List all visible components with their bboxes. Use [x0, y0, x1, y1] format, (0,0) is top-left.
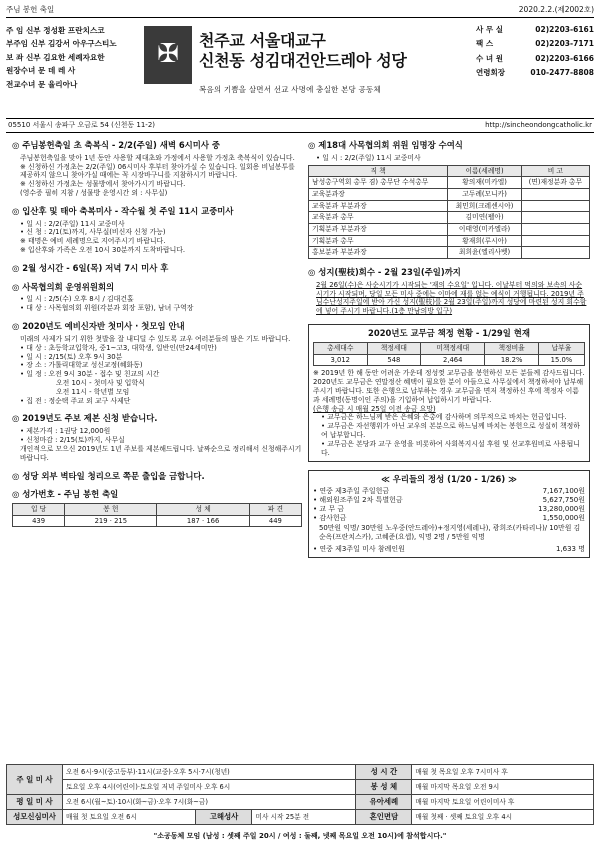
box-title: ≪ 우리들의 정성 (1/20 - 1/26) ≫ [381, 473, 517, 484]
table-header: 책정비율 [485, 342, 539, 354]
table-row [7, 810, 594, 825]
table-cell: 18.2% [485, 354, 539, 366]
notice-body: 미래의 사제가 되기 위한 첫발을 잘 내디딜 수 있도록 교우 여러분들의 많은 기도 바랍니다. [20, 334, 291, 343]
notice-title: ◎ 입산후 및 태아 축복미사 - 작수월 첫 주일 11시 교중미사 [12, 205, 234, 216]
schedule-value: 오전 6시·9시(중고등부)·11시(교중)·오후 5시·7시(청년) [63, 765, 356, 780]
table-cell: 기획분과 부분과장 [309, 224, 448, 236]
notice-item: • 대 상 : 초등학교입학자, 중1~고3, 대학생, 일반인(만24세미만) [20, 343, 217, 352]
table-row [309, 177, 590, 189]
hymn-value: 439 [13, 515, 65, 527]
table-cell: 황재희(루시아) [448, 235, 521, 247]
notice-item: ※ 입산후와 가족은 오전 10시 30분까지 도착바랍니다. [20, 246, 186, 255]
schedule-label: 유아세례 [356, 795, 412, 810]
table-cell [521, 224, 589, 236]
divider [6, 17, 594, 18]
notice-item: ※ 태명은 예비 세례명으로 지어주시기 바랍니다. [20, 237, 166, 246]
clergy-list [6, 21, 140, 117]
tithe-table [313, 342, 585, 366]
diocese-title: 천주교 서울대교구 [199, 31, 326, 50]
schedule-label: 성 시 간 [356, 765, 412, 780]
table-cell: 3,012 [314, 354, 368, 366]
contact-value: 02)2203-7171 [535, 39, 594, 49]
schedule-value: 매월 마지막 목요일 오전 9시 [412, 780, 594, 795]
table-cell: 2,464 [421, 354, 485, 366]
table-cell: 최희윤(엘리사벳) [448, 247, 521, 259]
notice-item: • 교무금은 자선행위가 아닌 교우의 본분으로 하느님께 바치는 봉헌으로 성실히 책정하여 납부합니다. [321, 422, 580, 440]
feast-name: 주님 봉헌 축일 [6, 5, 55, 14]
notice-item: (영수증 필히 지참 / 성물방 운영시간 외 : 사무실) [20, 189, 168, 198]
hymn-header: 입 당 [13, 504, 65, 516]
contact-row [476, 66, 594, 80]
table-cell [521, 188, 589, 200]
notice-item: ※ 신청하신 가정초는 성물방에서 찾아가시기 바랍니다. [20, 180, 186, 189]
schedule-label: 성모신심미사 [7, 810, 63, 825]
schedule-label: 혼인면담 [356, 810, 412, 825]
table-cell: 15.0% [538, 354, 584, 366]
masthead-strip [6, 5, 594, 16]
table-cell: 최민희(크레센시아) [448, 200, 521, 212]
notice-item: • 교무금은 본당과 교구 운영을 비롯하여 사회복지시설 후원 및 선교후원비로 사용됩니다. [321, 439, 580, 457]
offering-row [313, 496, 585, 505]
table-row [7, 765, 594, 780]
offering-row [313, 505, 585, 514]
schedule-value: 매월 첫 목요일 오후 7시미사 후 [412, 765, 594, 780]
notice-item: • 신청마감 : 2/15(토)까지, 사무실 [20, 436, 125, 445]
hymn-value: 187 · 166 [157, 515, 249, 527]
schedule-value: 오전 6시(월~토)·10시(화~금)·오후 7시(화~금) [63, 795, 356, 810]
table-row [309, 200, 590, 212]
notice-title: ◎ 성가번호 - 주님 봉헌 축일 [12, 489, 119, 500]
notice-holy-hour [12, 263, 302, 274]
contact-row [476, 52, 594, 66]
offering-row [313, 545, 585, 554]
notice-palm-return [308, 267, 590, 316]
offering-amount: 5,627,750원 [542, 496, 585, 505]
website-link[interactable]: http://sincheondongcatholic.kr [485, 121, 592, 130]
notice-item: • 일 정 : 오전 9시 30분 - 접수 및 친교의 시간 [20, 370, 160, 379]
contact-label: 사 무 실 [476, 25, 503, 34]
table-cell: 홍보분과 부분과장 [309, 247, 448, 259]
contact-row [476, 23, 594, 37]
offering-label: • 감사헌금 [313, 514, 347, 523]
appointment-table [308, 165, 590, 260]
notice-item: • 대 상 : 사목협의회 위원(각분과 회장 포함), 남녀 구역장 [20, 304, 194, 313]
clergy-item: 주 임 신부 정성환 프란치스코 [6, 26, 105, 35]
schedule-value: 매월 마지막 토요일 어린이미사 후 [412, 795, 594, 810]
schedule-table [6, 764, 594, 825]
notice-title: ◎ 2019년도 주보 제본 신청 받습니다. [12, 413, 158, 424]
table-cell: (면)재정분과 총무 [521, 177, 589, 189]
notice-title: ◎ 주님봉헌축일 초 축복식 - 2/2(주일) 새벽 6시미사 중 [12, 140, 220, 150]
table-cell [521, 200, 589, 212]
table-cell: 남성총구역회 총무 겸) 총무단 수석총무 [309, 177, 448, 189]
hymn-table [12, 503, 302, 527]
offering-label: • 해외원조주일 2차 특별헌금 [313, 496, 403, 505]
contact-label: 연령회장 [476, 68, 505, 78]
notice-title: ◎ 2020년도 예비신자반 첫미사 · 첫모임 안내 [12, 321, 185, 332]
table-row [309, 212, 590, 224]
council-appointment [308, 140, 590, 259]
notice-title: ◎ 성지(聖枝)회수 - 2월 23일(주일)까지 [308, 267, 461, 278]
postal-address: 05510 서울시 송파구 오금로 54 (신천동 11-2) [8, 121, 156, 130]
table-header: 책정세대 [367, 342, 421, 354]
contact-label: 팩 스 [476, 39, 494, 49]
contact-label: 수 녀 원 [476, 53, 503, 63]
notice-infant-blessing [12, 206, 302, 255]
offerings-box [308, 470, 590, 558]
contact-list [476, 21, 594, 117]
table-cell [521, 212, 589, 224]
notice-title: ◎ 2월 성시간 - 6일(목) 저녁 7시 미사 후 [12, 262, 169, 273]
notice-item: • 일 시 : 2/2(주일) 11시 교중미사 [20, 219, 125, 228]
hymn-header: 성 체 [157, 504, 249, 516]
contact-value: 010-2477-8808 [530, 68, 594, 78]
notice-body: 2월 26일(수)은 사순시기가 시작되는 '재의 수요일' 입니다. 이날부터 먹의와 보속의 사순 시기가 시작되며, 당일 모든 미사 중에는 이마에 재를 얹는 예식이 거행됩니다. 2019년 주님수난성지주일에 받아 가신 성지(聖枝)를 2월 23일(주일)까지 성당에 마련된 성지 회수함에 넣어 주시기 바랍니다.(1층 만남의방 입구) [316, 280, 587, 316]
notice-body: ※ 2019년 한 해 동안 어려운 가운데 정성껏 교무금을 봉헌하신 모든 분들께 감사드립니다. 2020년도 교무금은 연말정산 혜택이 필요한 분이 아들으로 사무실에서 책정하셔야 납부해 주시기 바랍니다. 또한 은행으로 납부하는 경우 교무금을 면저 책정하신 후에 책정자 이름과 세례명(동명이인 주의)을 기입하여 납입하시기 바랍니다. [313, 369, 585, 404]
table-row [309, 247, 590, 259]
offering-label: • 교 무 금 [313, 505, 345, 514]
table-header: 미책정세대 [421, 342, 485, 354]
hymn-header: 봉 헌 [65, 504, 157, 516]
notice-item: 오전 10시 - 첫미사 및 입학식 [56, 379, 145, 387]
table-cell: 김미연(펠아) [448, 212, 521, 224]
table-header: 이름(세례명) [448, 165, 521, 177]
parish-motto: 복음의 기쁨을 살면서 선교 사명에 충실한 본당 공동체 [199, 85, 381, 94]
notice-council-meeting [12, 282, 302, 313]
tithe-status-box [308, 324, 590, 461]
table-row [309, 188, 590, 200]
schedule-value: 토요일 오후 4시(어린이)·토요일 저녁 주일미사 오후 6시 [63, 780, 356, 795]
clergy-item: 보 좌 신부 김요한 세례자요한 [6, 52, 105, 62]
table-cell: 이태영(미카엘라) [448, 224, 521, 236]
offering-row [313, 514, 585, 523]
notice-seminary-mass [12, 321, 302, 405]
mass-schedule [6, 764, 594, 825]
notice-item: • 집 전 : 정순택 주교 외 교구 사제단 [20, 396, 131, 405]
table-cell: 교육분과 부분과장 [309, 200, 448, 212]
table-cell [521, 235, 589, 247]
notice-item: • 일 시 : 2/5(수) 오후 8시 / 김대건홀 [20, 295, 134, 304]
hymn-numbers [12, 489, 302, 527]
hymn-value: 219 · 215 [65, 515, 157, 527]
contact-row [476, 37, 594, 51]
contact-value: 02)2203-6161 [535, 25, 594, 34]
notice-body: 개인적으로 모으신 2019년도 1년 주보를 제본해드립니다. 날짜순으로 정리해서 신청해주시기 바랍니다. [20, 444, 302, 462]
notice-item: • 신 청 : 2/1(토)까지, 사무실(비신자 신청 가능) [20, 228, 166, 237]
notice-item: • 제본가격 : 1권당 12,000원 [20, 427, 111, 436]
notice-side-door [12, 471, 302, 482]
box-title: 2020년도 교무금 책정 현황 - 1/29일 현재 [368, 328, 530, 339]
schedule-label: 봉 성 체 [356, 780, 412, 795]
schedule-label: 고해성사 [196, 810, 252, 825]
table-row [309, 224, 590, 236]
clergy-item: 전교수녀 문 율리아나 [6, 79, 78, 89]
table-cell [521, 247, 589, 259]
header [6, 21, 594, 117]
donor-note: 50만원 익명/ 30만원 노우중(안드레아)+정지영(세레나), 광희조(카타리나)/ 10만원 김순옥(프란치스카), 고혜준(요셉), 익명 2명 / 5만원 익명 [319, 524, 581, 541]
table-header: 직 책 [309, 165, 448, 177]
offering-row [313, 487, 585, 496]
contact-value: 02)2203-6166 [535, 53, 594, 63]
clergy-item: 원장수녀 문 데 레 사 [6, 66, 76, 76]
notice-item: ※ 신청하신 가정초는 2/2(주일) 06시미사 후부터 찾아가실 수 있습니다. 일회용 비닐봉투를 제공하지 않으니 찾아가실 때에는 꼭 시장바구니를 지참하시기 바랍니다. [20, 162, 295, 180]
table-header: 총세대수 [314, 342, 368, 354]
notice-title: ◎ 제18대 사목협의회 위원 임명장 수여식 [308, 140, 463, 150]
issue-date: 2020.2.2.(제2002호) [518, 5, 594, 14]
hymn-header: 파 견 [249, 504, 301, 516]
parish-title: 신천동 성김대건안드레아 성당 [199, 51, 407, 70]
table-row [309, 235, 590, 247]
offering-label: • 연중 제3주일 미사 참례인원 [313, 544, 405, 553]
notice-item: • 일 시 : 2/2(주일) 11시 교중미사 [316, 153, 421, 162]
left-column [12, 140, 302, 535]
notice-item: • 장 소 : 가톨릭대학교 성신교정(혜화동) [20, 361, 143, 370]
table-cell: 교육분과 총무 [309, 212, 448, 224]
schedule-label: 주 일 미 사 [7, 765, 63, 795]
right-column [308, 140, 590, 566]
table-cell: 기획분과 총무 [309, 235, 448, 247]
notice-item: 오전 11시 - 학년별 모임 [56, 387, 130, 396]
clergy-item: 부주임 신부 김강서 아우구스티노 [6, 39, 117, 49]
church-logo: ✠ [144, 26, 192, 84]
table-cell: 교육분과장 [309, 188, 448, 200]
table-cell: 고두례(모니카) [448, 188, 521, 200]
notice-body: 주님봉헌축일을 맞아 1년 동안 사용할 제대초와 가정에서 사용할 가정초 축복식이 있습니다. [20, 153, 295, 162]
notice-item: • 일 시 : 2/15(토) 오후 9시 30분 [20, 352, 123, 361]
notice-bulletin-binding [12, 413, 302, 462]
offering-amount: 13,280,000원 [538, 505, 585, 514]
schedule-value: 매월 첫 토요일 오전 6시 [63, 810, 196, 825]
table-row [7, 795, 594, 810]
notice-title: ◎ 성당 외부 벽타일 청리으로 쪽문 출입을 금합니다. [12, 470, 205, 481]
address-bar [6, 118, 594, 133]
hymn-value: 449 [249, 515, 301, 527]
offering-amount: 1,633 명 [555, 544, 585, 553]
notice-body: (은행 송금 시 매월 25일 이전 송금 요망) [313, 404, 436, 413]
footer-note: "소공동체 모임 (남성 : 셋째 주일 20시 / 여성 : 둘째, 넷째 목요일 오전 10시)에 참석합시다." [153, 832, 447, 840]
offering-label: • 연중 제3주일 주일헌금 [313, 487, 390, 496]
schedule-value: 매월 첫째 · 셋째 토요일 오후 4시 [412, 810, 594, 825]
schedule-value: 미사 시작 25분 전 [252, 810, 356, 825]
table-cell: 548 [367, 354, 421, 366]
table-row [7, 780, 594, 795]
notice-item: • 교무금은 하느님께 받은 은혜와 은총에 감사하며 의무적으로 바치는 헌금입니다. [321, 413, 567, 422]
table-header: 납부율 [538, 342, 584, 354]
notice-title: ◎ 사목협의회 운영위원회의 [12, 281, 115, 292]
notice-candle-blessing [12, 140, 302, 198]
title-block [199, 21, 476, 117]
table-cell: 황의재(미카엘) [448, 177, 521, 189]
offering-amount: 7,167,100원 [542, 487, 585, 496]
offering-amount: 1,550,000원 [542, 514, 585, 523]
table-header: 비 고 [521, 165, 589, 177]
schedule-label: 평 일 미 사 [7, 795, 63, 810]
